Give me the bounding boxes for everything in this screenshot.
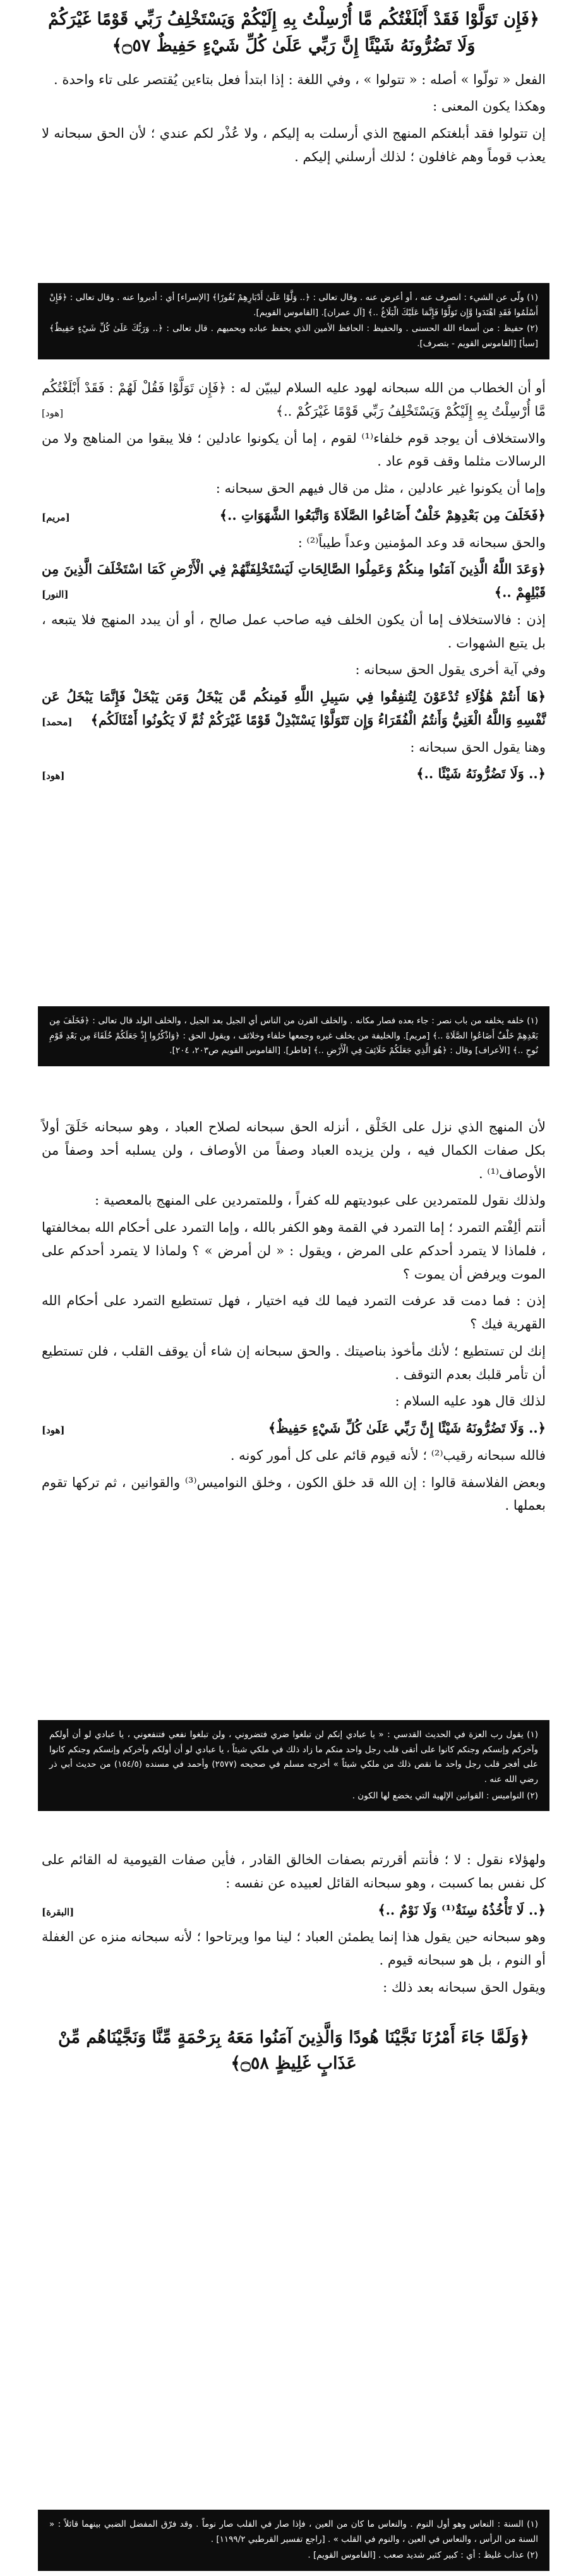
quran-verse: ﴿.. وَلَا تَضُرُّونَهُ شَيْئًا ..﴾ [هود]	[42, 762, 546, 786]
page-1	[38, 0, 549, 316]
paragraph: لأن المنهج الذي نزل على الخَلْق ، أنزله الحق سبحانه لصلاح العباد ، وهو سبحانه خَلَقَ أولاً بكل صفات الكمال فيه ، ولن يزيده العباد وصفاً من الأوصاف ، ولن يسلبه أحد وصفاً من الأوصاف⁽¹⁾ .	[42, 1119, 546, 1181]
page-3	[38, 1112, 549, 1775]
commentary	[38, 68, 549, 169]
footnote: (٢) حفيظ : من أسماء الله الحسنى . والحفيظ : الحافظ الأمين الذي يحفظ عباده ويحميهم . قال تعالى : ﴿.. وَرَبُّكَ عَلَىٰ كُلِّ شَيْءٍ حَفِيظٌ﴾ [سبأ] [القاموس القويم - بتصرف].	[49, 323, 538, 349]
paragraph: فالله سبحانه رقيب⁽²⁾ ؛ لأنه قيوم قائم على كل أمور كونه .	[230, 1447, 546, 1463]
footnotes-block	[38, 1001, 549, 1071]
paragraph: إن تتولوا فقد أبلغتكم المنهج الذي أرسلت به إليكم ، ولا عُذْر لكم عندي ؛ لأن الحق سبحانه لا يعذب قوماً وهم غافلون ؛ لذلك أرسلني إليكم .	[42, 126, 546, 164]
paragraph: والاستخلاف أن يوجد قوم خلفاء⁽¹⁾ لقوم ، إما أن يكونوا عادلين ؛ فلا يبقوا من المناهج ولا من الرسالات مثلما وقف قوم عاد .	[42, 430, 546, 469]
paragraph: أنتم ألِفْتم التمرد ؛ إما التمرد في القمة وهو الكفر بالله ، وإما التمرد على أحكام الله بمخالفتها ، فلماذا لا يتمرد أحدكم على المرض ، ويقول : « لن أمرض » ؟ ولماذا لا يتمرد أحدكم على الموت ويرفض أن يموت ؟	[42, 1220, 546, 1282]
footnotes-block	[38, 278, 549, 364]
footnote: (١) يقول رب العزة في الحديث القدسي : « يا عبادي إنكم لن تبلغوا ضري فتضروني ، ولن تبلغوا نفعي فتنفعوني ، يا عبادي لو أن أولكم وآخركم وإنسكم وجنكم كانوا على أتقى قلب رجل واحد منكم ما زاد ذلك في ملكي شيئاً ، يا عبادي لو أن أولكم وآخركم وإنسكم وجنكم كانوا على أفجر قلب رجل واحد ما نقص ذلك من ملكي شيئاً » أخرجه مسلم في صحيحه (٢٥٧٧) وأحمد في مسنده (١٥٤/٥) من حديث أبي ذر رضي الله عنه .	[49, 1730, 538, 1785]
paragraph: وهو سبحانه حين يقول هذا إنما يطمئن العباد ؛ لينا موا ويرتاحوا ؛ لأنه سبحانه منزه عن الغفلة أو النوم ، بل هو سبحانه قيوم .	[42, 1929, 546, 1968]
paragraph: إنك لن تستطيع ؛ لأنك مأخوذ بناصيتك . والحق سبحانه إن شاء أن يوقف القلب ، فلن تستطيع أن تأمر قلبك بعدم التوقف .	[42, 1343, 546, 1382]
footnote: (٢) النواميس : القوانين الإلهية التي يخضع لها الكون .	[352, 1790, 538, 1801]
paragraph: وهكذا يكون المعنى :	[433, 99, 546, 114]
paragraph: والحق سبحانه قد وعد المؤمنين وعداً طيباً⁽²⁾ :	[297, 534, 546, 550]
paragraph: أو أن الخطاب من الله سبحانه لهود عليه السلام ليبيّن له : ﴿فَإِن تَوَلَّوْا فَقُلْ لَهُمْ : فَقَدْ أَبْلَغْتُكُم مَّا أُرْسِلْتُ بِهِ إِلَيْكُمْ وَيَسْتَخْلِفُ رَبِّي قَوْمًا غَيْرَكُمْ ..﴾ [هود]	[42, 376, 546, 423]
paragraph: وفي آية أخرى يقول الحق سبحانه :	[355, 662, 546, 678]
footnote: (١) ولّى عن الشيء : انصرف عنه ، أو أعرض عنه . وقال تعالى : ﴿.. وَلَّوْا عَلَىٰ أَدْبَارِهِمْ نُفُورًا﴾ [الإسراء] أي : أدبروا عنه . وقال تعالى : ﴿فَإِنْ أَسْلَمُوا فَقَدِ اهْتَدَوا وَّإِن تَوَلَّوْا فَإِنَّمَا عَلَيْكَ الْبَلَاغُ ..﴾ [آل عمران]. [القاموس القويم].	[49, 292, 538, 318]
commentary	[38, 1848, 549, 1999]
quran-verse: ﴿.. لَا تَأْخُذُهُ سِنَةٌ⁽¹⁾ وَلَا نَوْمٌ ..﴾ [البقرة]	[42, 1899, 546, 1922]
surah-reference: [هود]	[42, 770, 65, 782]
paragraph: إذن : فالاستخلاف إما أن يكون الخلف فيه صاحب عمل صالح ، أو أن يبدد المنهج فلا يتبعه ، بل يتبع الشهوات .	[42, 611, 546, 651]
quran-verse: ﴿هَا أَنتُمْ هَٰؤُلَاءِ تُدْعَوْنَ لِتُنفِقُوا فِي سَبِيلِ اللَّهِ فَمِنكُم مَّن يَبْخَلُ وَمَن يَبْخَلْ فَإِنَّمَا يَبْخَلُ عَن نَّفْسِهِ وَاللَّهُ الْغَنِيُّ وَأَنتُمُ الْفُقَرَاءُ وَإِن تَتَوَلَّوْا يَسْتَبْدِلْ قَوْمًا غَيْرَكُمْ ثُمَّ لَا يَكُونُوا أَمْثَالَكُم﴾ [محمد]	[42, 685, 546, 732]
surah-reference: [البقرة]	[42, 1906, 75, 1918]
paragraph: وإما أن يكونوا غير عادلين ، مثل من قال فيهم الحق سبحانه :	[215, 481, 546, 496]
footnote: (١) خلفه يخلفه من باب نصر : جاء بعده فصار مكانه . والخلف القرن من الناس أي الجيل بعد الجيل ، والخلف الولد قال تعالى : ﴿فَخَلَفَ مِن بَعْدِهِمْ خَلْفٌ أَضَاعُوا الصَّلَاةَ ..﴾ [مريم]. والخليفة من يخلف غيره وجمعها خلفاء وخلائف ، ويقول الحق : ﴿وَاذْكُرُوا إِذْ جَعَلَكُمْ خُلَفَاءَ مِن بَعْدِ قَوْمِ نُوحٍ ..﴾ [الأعراف] وقال : ﴿هُوَ الَّذِي جَعَلَكُمْ خَلَائِفَ فِي الْأَرْضِ ..﴾ [فاطر]. [القاموس القويم ص٢٠٣، ٢٠٤].	[49, 1016, 538, 1056]
footnote: (١) السنة : النعاس وهو أول النوم . والنعاس ما كان من العين ، فإذا صار في القلب صار نوماً . وقد فرّق المفضل الضبي بينهما قائلاً : « السنة من الرأس ، والنعاس في العين ، والنوم في القلب » . [راجع تفسير القرطبي ١١٩٩/٢] .	[49, 2519, 538, 2544]
footnote: (٢) عذاب غليظ : أي : كبير كثير شديد صعب . [القاموس القويم] .	[308, 2550, 538, 2561]
surah-reference: [النور]	[42, 589, 69, 600]
quran-verse: ﴿.. وَلَا تَضُرُّونَهُ شَيْئًا إِنَّ رَبِّي عَلَىٰ كُلِّ شَيْءٍ حَفِيظٌ﴾ [هود]	[42, 1417, 546, 1440]
paragraph: ويقول الحق سبحانه بعد ذلك :	[383, 1979, 546, 1995]
surah-reference: [هود]	[42, 1424, 65, 1436]
paragraph: وبعض الفلاسفة قالوا : إن الله قد خلق الكون ، وخلق النواميس⁽³⁾ والقوانين ، ثم تركها تقوم بعملها .	[42, 1474, 546, 1514]
page-2	[38, 373, 549, 1058]
commentary	[38, 1116, 549, 1517]
page-4	[38, 1845, 549, 2558]
surah-reference: [محمد]	[42, 716, 73, 728]
footnotes-block	[38, 2505, 549, 2576]
paragraph: ولذلك نقول للمتمردين على عبوديتهم لله كفراً ، وللمتمردين على المنهج بالمعصية :	[95, 1193, 546, 1208]
verse-banner: ﴿فَإِن تَوَلَّوْا فَقَدْ أَبْلَغْتُكُم مَّا أُرْسِلْتُ بِهِ إِلَيْكُمْ وَيَسْتَخْلِفُ رَبِّي قَوْمًا غَيْرَكُمْ وَلَا تَضُرُّونَهُ شَيْئًا إِنَّ رَبِّي عَلَىٰ كُلِّ شَيْءٍ حَفِيظٌ ۝٥٧﴾	[48, 9, 539, 56]
paragraph: لذلك قال هود عليه السلام :	[395, 1393, 546, 1409]
surah-reference: [مريم]	[42, 511, 70, 523]
quran-verse: ﴿فَخَلَفَ مِن بَعْدِهِمْ خَلْفٌ أَضَاعُوا الصَّلَاةَ وَاتَّبَعُوا الشَّهَوَاتِ ..﴾ [مريم]	[42, 504, 546, 527]
surah-reference: [هود]	[42, 407, 64, 419]
paragraph: وهنا يقول الحق سبحانه :	[410, 739, 546, 755]
commentary	[38, 376, 549, 786]
paragraph: إذن : فما دمت قد عرفت التمرد فيما لك فيه اختيار ، فهل تستطيع التمرد على أحكام الله القهرية فيك ؟	[42, 1293, 546, 1332]
paragraph: ولهؤلاء نقول : لا ؛ فأنتم أقررتم بصفات الخالق القادر ، فأين صفات القيومية له القائم على كل نفس بما كسبت ، وهو سبحانه القائل لعبيده عن نفسه :	[42, 1852, 546, 1891]
quran-verse: ﴿وَعَدَ اللَّهُ الَّذِينَ آمَنُوا مِنكُمْ وَعَمِلُوا الصَّالِحَاتِ لَيَسْتَخْلِفَنَّهُمْ فِي الْأَرْضِ كَمَا اسْتَخْلَفَ الَّذِينَ مِن قَبْلِهِمْ ..﴾ [النور]	[42, 558, 546, 605]
verse-banner: ﴿وَلَمَّا جَاءَ أَمْرُنَا نَجَّيْنَا هُودًا وَالَّذِينَ آمَنُوا مَعَهُ بِرَحْمَةٍ مِّنَّا وَنَجَّيْنَاهُم مِّنْ عَذَابٍ غَلِيظٍ ۝٥٨﴾	[58, 2027, 529, 2074]
paragraph: الفعل « تولّوا » أصله : « تتولوا » ، وفي اللغة : إذا ابتدأ فعل بتاءين يُقتصر على تاء واحدة .	[53, 71, 546, 87]
footnotes-block	[38, 1715, 549, 1816]
